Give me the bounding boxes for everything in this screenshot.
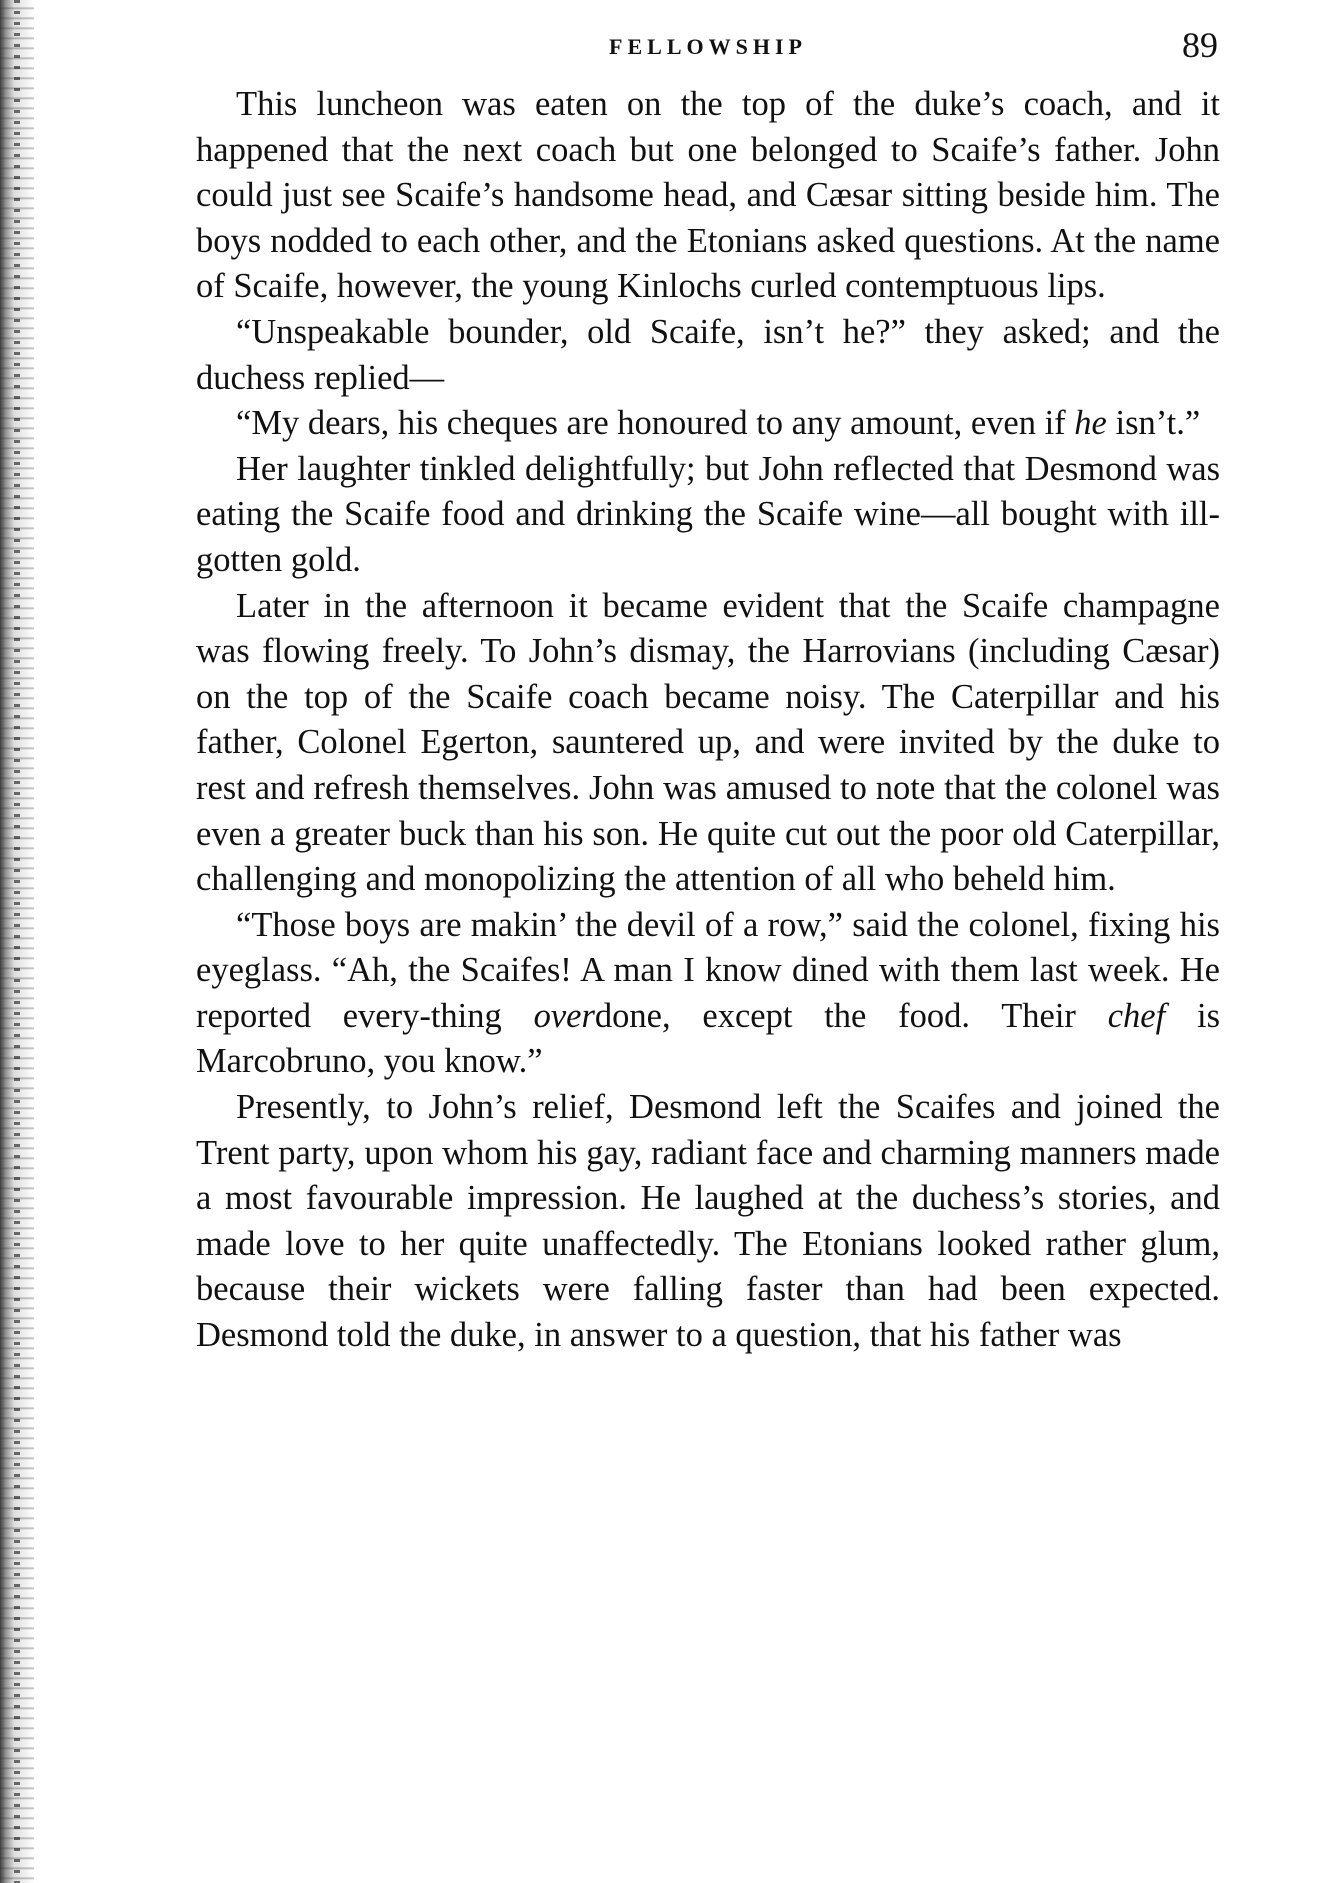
paragraph: Her laughter tinkled delightfully; but John reflected that Desmond was eating the Scaife food and drinking the Scaife wine—all bought with ill-gotten gold. bbox=[196, 449, 1220, 579]
book-page bbox=[196, 24, 1220, 1359]
italic-word: over bbox=[533, 996, 595, 1035]
scanned-binding-edge bbox=[0, 0, 34, 1883]
paragraph-text: is Marcobruno, you know.” bbox=[196, 996, 1221, 1081]
paragraph: This luncheon was eaten on the top of the duke’s coach, and it happened that the next coach but one belonged to Scaife’s father. John could just see Scaife’s handsome head, and Cæsar sitting beside him. The boys nodded to each other, and the Etonians asked questions. At the name of Scaife, however, the young Kinlochs curled contemptuous lips. bbox=[196, 85, 1220, 306]
running-title: FELLOWSHIP bbox=[609, 34, 807, 59]
paragraph: “Unspeakable bounder, old Scaife, isn’t he?” they asked; and the duchess replied— bbox=[196, 312, 1220, 397]
paragraph bbox=[196, 903, 1220, 1085]
paragraph: Later in the afternoon it became evident that the Scaife champagne was flowing freely. To John’s dismay, the Harrovians (including Cæsar) on the top of the Scaife coach became noisy. The Caterpillar and his father, Colonel Egerton, sauntered up, and were invited by the duke to rest and refresh themselves. John was amused to note that the colonel was even a greater buck than his son. He quite cut out the poor old Caterpillar, challenging and monopolizing the attention of all who beheld him. bbox=[196, 586, 1220, 899]
paragraph: Presently, to John’s relief, Desmond left the Scaifes and joined the Trent party, upon whom his gay, radiant face and charming manners made a most favourable impression. He laughed at the duchess’s stories, and made love to her quite unaffectedly. The Etonians looked rather glum, because their wickets were falling faster than had been expected. Desmond told the duke, in answer to a question, that his father was bbox=[196, 1088, 1220, 1355]
page-number: 89 bbox=[1182, 25, 1218, 65]
body-text bbox=[196, 82, 1220, 1359]
paragraph-text: “My dears, his cheques are honoured to any amount, even if bbox=[236, 404, 1075, 443]
running-header bbox=[196, 24, 1220, 82]
paragraph bbox=[196, 401, 1220, 447]
paragraph-text: “Those boys are makin’ the devil of a row,” said the colonel, fixing his eyeglass. “Ah, the Scaifes! A man I know dined with them last week. He reported every-thing bbox=[196, 905, 1220, 1035]
italic-word: he bbox=[1074, 404, 1107, 443]
paragraph-text: isn’t.” bbox=[1106, 404, 1201, 443]
italic-word: chef bbox=[1107, 996, 1166, 1035]
paragraph-text: done, except the food. Their bbox=[594, 996, 1108, 1035]
